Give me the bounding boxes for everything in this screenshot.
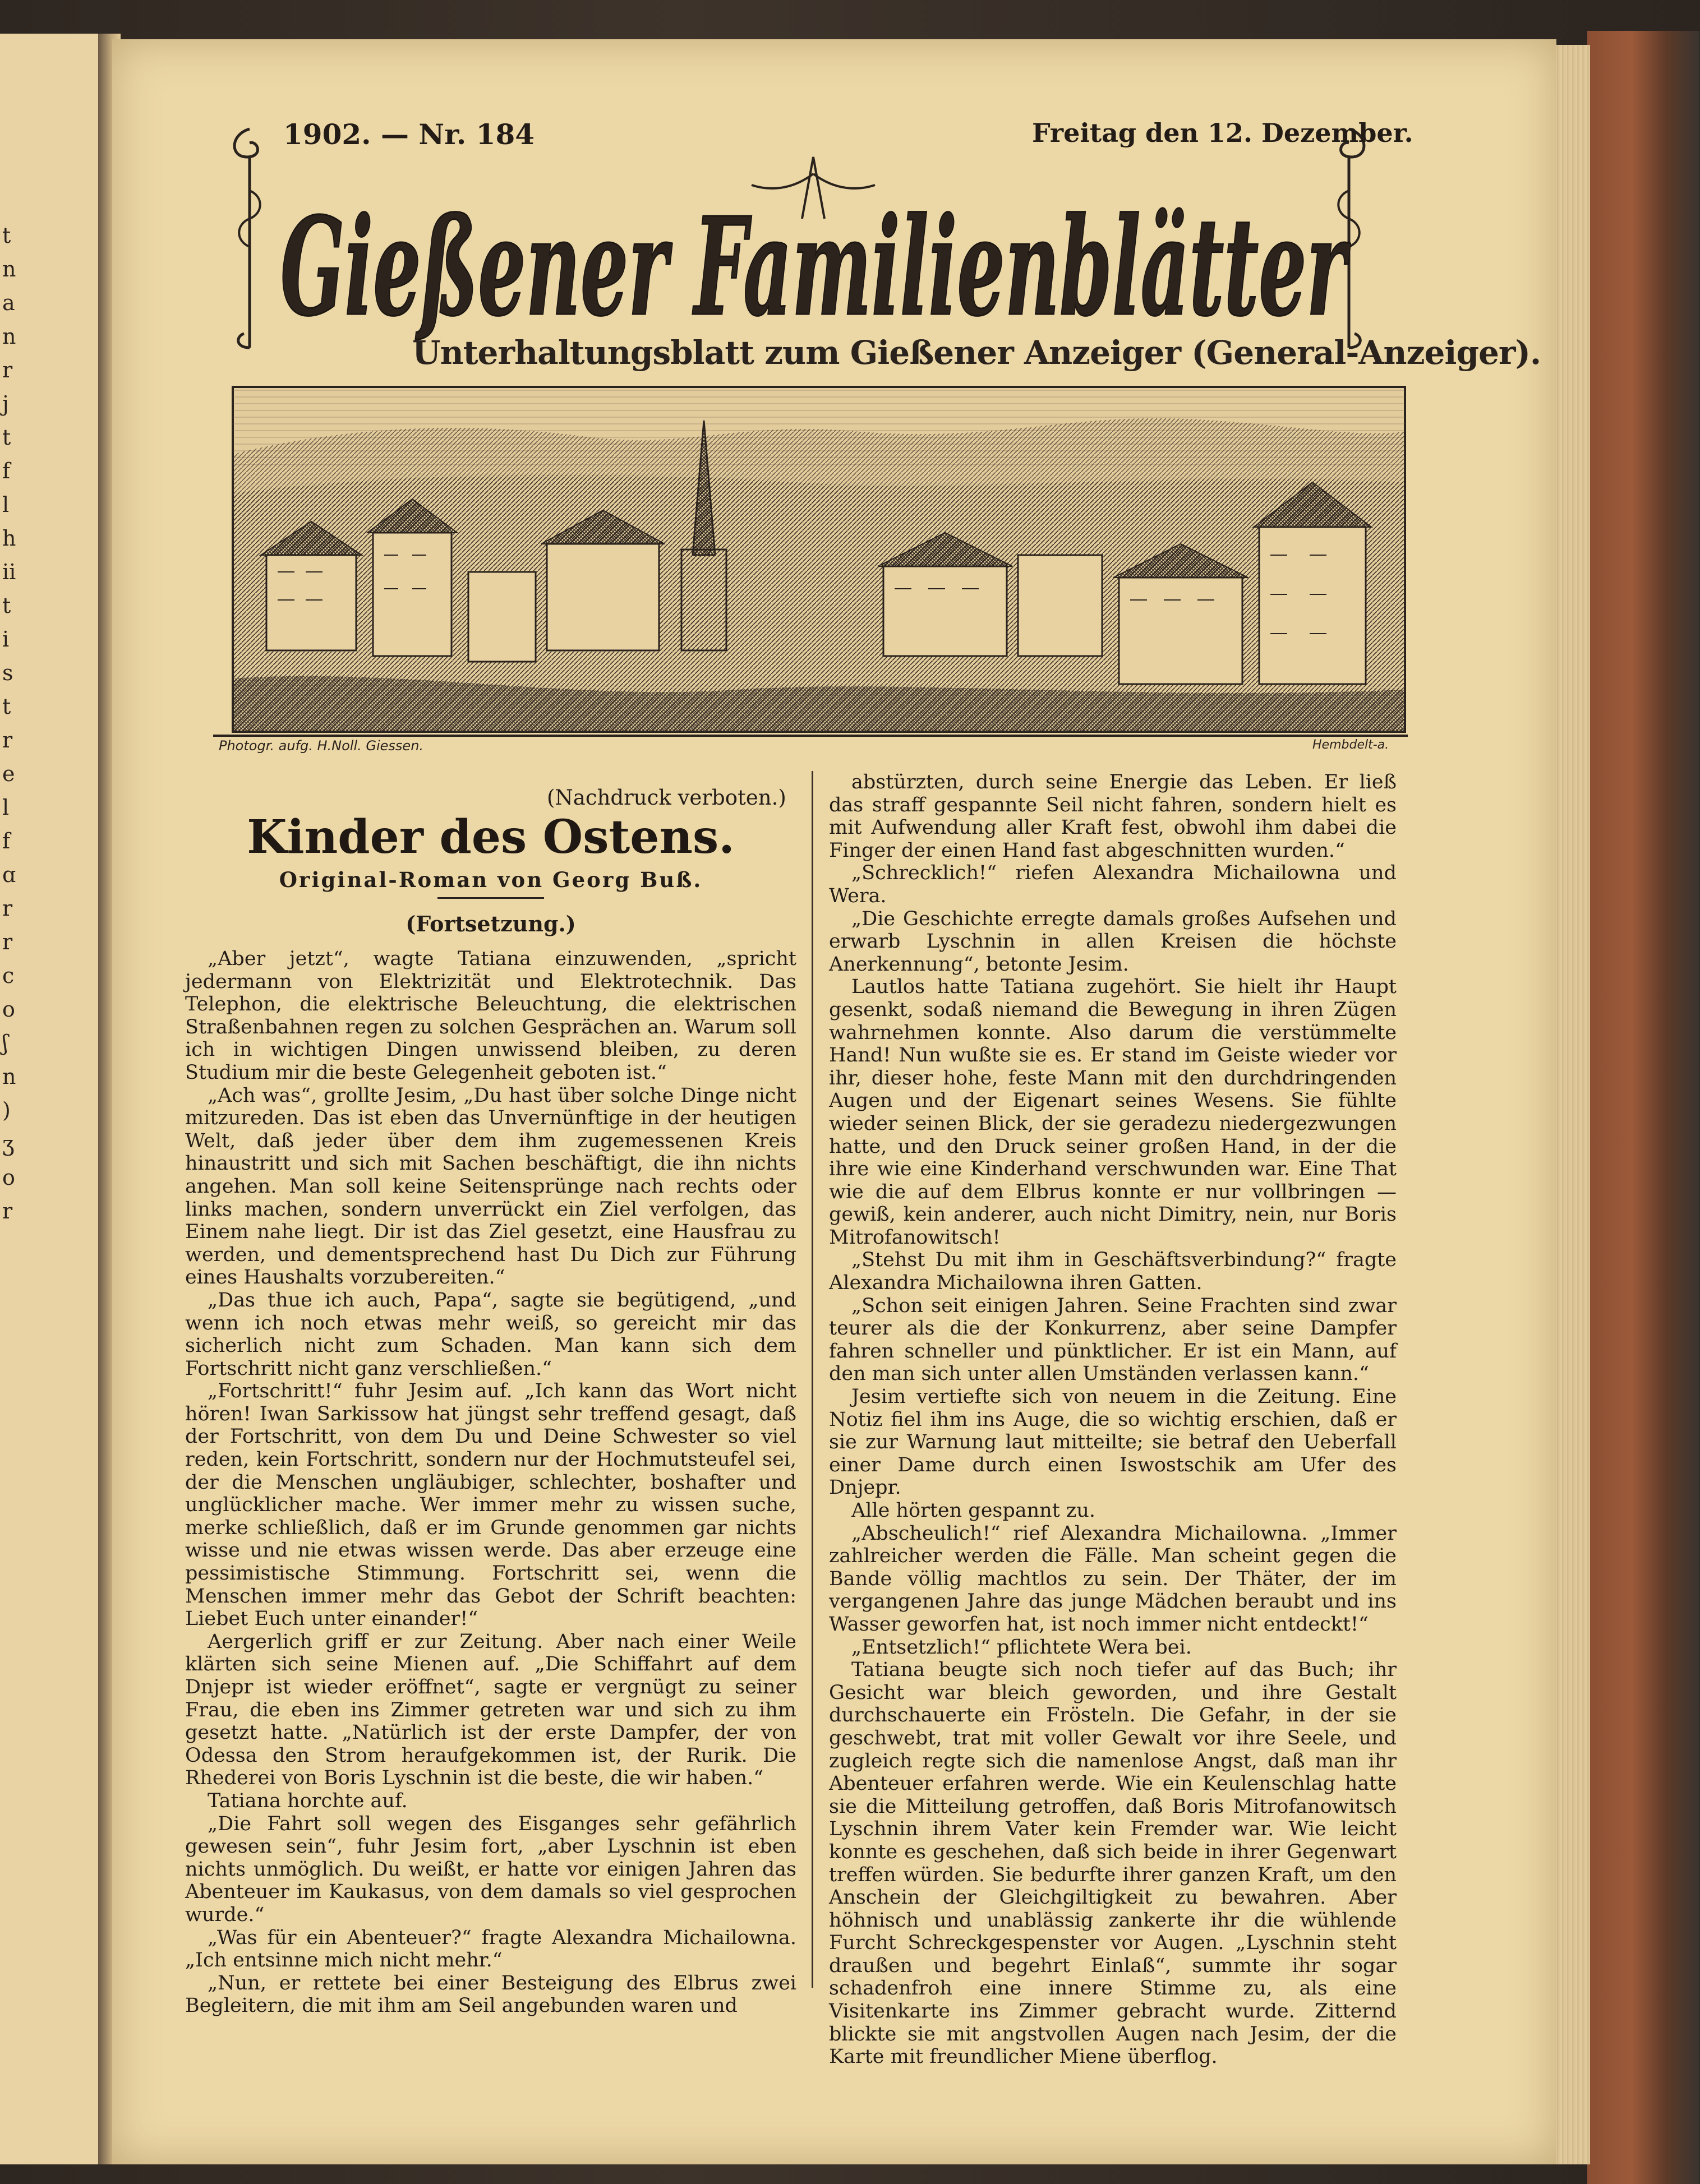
page-fragment: r xyxy=(2,1199,13,1223)
page-fragment: h xyxy=(2,526,16,551)
paragraph: „Schon seit einigen Jahren. Seine Frachten sind zwar teurer als die der Konkurrenz, aber seine Dampfer fahren schneller und pünktlicher. Er ist ein Mann, auf den man sich unter allen Umständen verlassen kann.“ xyxy=(829,1294,1397,1386)
text-column-1 xyxy=(185,948,796,2017)
paragraph: „Die Fahrt soll wegen des Eisganges sehr gefährlich gewesen sein“, fuhr Jesim fort, „aber Lyschnin ist eben nichts unmöglich. Du weißt, er hatte vor einigen Jahren das Abenteuer im Kaukasus, von dem damals so viel gesprochen wurde.“ xyxy=(185,1812,796,1926)
paragraph: Aergerlich griff er zur Zeitung. Aber nach einer Weile klärten sich seine Mienen auf. „Die Schiffahrt auf dem Dnjepr ist wieder eröffnet“, sagte er vergnügt zu seiner Frau, die eben ins Zimmer getreten war und sich zu ihm gesetzt hatte. „Natürlich ist der erste Dampfer, der von Odessa den Strom heraufgekommen ist, der Rurik. Die Rhederei von Boris Lyschnin ist die beste, die wir haben.“ xyxy=(185,1630,796,1790)
page-fragment: f xyxy=(2,459,11,483)
page-fragment: o xyxy=(2,997,15,1022)
engraving-baseline xyxy=(213,735,1408,737)
paragraph: Tatiana beugte sich noch tiefer auf das Buch; ihr Gesicht war bleich geworden, und ihre Gestalt durchschauerte ein Frösteln. Die Gefahr, in der sie geschwebt, trat mit voller Gewalt vor ihre Seele, und zugleich regte sich die namenlose Angst, daß man ihr Abenteuer erfahren werde. Wie ein Keulenschlag hatte sie die Mitteilung getroffen, daß Boris Mitrofanowitsch Lyschnin ihrem Vater kein Fremder war. Wie leicht konnte es geschehen, daß sich beide in ihrer Gegenwart treffen würden. Sie bedurfte ihrer ganzen Kraft, um den Anschein der Gleichgiltigkeit zu bewahren. Aber höhnisch und unablässig zankerte ihr die wühlende Furcht Schreckgespenster vor Augen. „Lyschnin steht draußen und begehrt Einlaß“, summte ihr sogar schadenfroh eine innere Stimme zu, als eine Visitenkarte ins Zimmer gebracht wurde. Zitternd blickte sie mit angstvollen Augen nach Jesim, der die Karte mit freundlicher Miene überflog. xyxy=(829,1659,1397,2068)
photo-credit: Photogr. aufg. H.Noll. Giessen. xyxy=(219,738,424,754)
paragraph: „Ach was“, grollte Jesim, „Du hast über solche Dinge nicht mitzureden. Das ist eben das Unvernünftige in der heutigen Welt, daß jeder über dem ihm zugemessenen Kreis hinaustritt und sich mit Sachen beschäftigt, die ihn nichts angehen. Man soll keine Seitensprünge nach rechts oder links machen, sondern unverrückt ein Ziel verfolgen, das Einem nahe liegt. Dir ist das Ziel gesetzt, eine Hausfrau zu werden, und dementsprechend hast Du Dich zur Führung eines Haushalts vorzubereiten.“ xyxy=(185,1084,796,1289)
paragraph: „Abscheulich!“ rief Alexandra Michailowna. „Immer zahlreicher werden die Fälle. Man scheint gegen die Bande völlig machtlos zu sein. Der Thäter, der im vergangenen Jahre das junge Mädchen beraubt und ins Wasser geworfen hat, ist noch immer nicht entdeckt!“ xyxy=(829,1522,1397,1636)
page-fragment: ɑ xyxy=(2,862,16,887)
text-column-2 xyxy=(829,771,1397,2068)
page-fragment: r xyxy=(2,930,13,954)
paragraph: „Was für ein Abenteuer?“ fragte Alexandra Michailowna. „Ich entsinne mich nicht mehr.“ xyxy=(185,1926,796,1972)
page-fragment: j xyxy=(2,391,9,416)
previous-page-edge xyxy=(0,34,98,2164)
page-fragment: ) xyxy=(2,1098,11,1123)
page-fragment: c xyxy=(2,963,15,988)
page-fragment: ʒ xyxy=(2,1132,15,1156)
page-fragment: t xyxy=(2,694,11,719)
paragraph: „Das thue ich auch, Papa“, sagte sie begütigend, „und wenn ich noch etwas mehr weiß, so gereicht mir das sicherlich nicht zum Schaden. Man kann sich dem Fortschritt nicht ganz verschließen.“ xyxy=(185,1289,796,1380)
town-engraving xyxy=(233,387,1405,732)
page-fragment: r xyxy=(2,358,13,382)
page-fragment: n xyxy=(2,257,16,281)
masthead-title-text: Gießener Familienblätter xyxy=(280,188,1351,346)
page-fragment: ʃ xyxy=(2,1031,8,1055)
article-byline: Original-Roman von Georg Buß. xyxy=(279,867,703,892)
paragraph: Tatiana horchte auf. xyxy=(208,1789,408,1812)
article-title: Kinder des Ostens. xyxy=(247,810,735,864)
issue-number: 1902. — Nr. 184 xyxy=(283,118,535,151)
previous-page-fragments xyxy=(2,219,19,1228)
page-fragment: o xyxy=(2,1165,15,1190)
issue-date: Freitag den 12. Dezember. xyxy=(1032,118,1413,148)
masthead-subtitle: Unterhaltungsblatt zum Gießener Anzeiger (General-Anzeiger). xyxy=(412,334,1541,372)
page-fragment: s xyxy=(2,661,13,685)
engraver-credit: Hembdelt-a. xyxy=(1312,738,1389,752)
paragraph: Lautlos hatte Tatiana zugehört. Sie hielt ihr Haupt gesenkt, sodaß niemand die Bewegung in ihren Zügen wahrnehmen konnte. Also darum die verstümmelte Hand! Nun wußte sie es. Er stand im Geiste wieder vor ihr, dieser hohe, feste Mann mit den durchdringenden Augen und der Eigenart seines Wesens. Sie fühlte wieder seinen Blick, der sie geradezu niedergezwungen hatte, und den Druck seiner großen Hand, in der die ihre wie eine Kinderhand verschwunden war. Eine That wie die auf dem Elbrus konnte er nur vollbringen — gewiß, kein anderer, auch nicht Dimitry, nein, nur Boris Mitrofanowitsch! xyxy=(829,976,1397,1249)
page-fragment: f xyxy=(2,829,11,853)
paragraph: Jesim vertiefte sich von neuem in die Zeitung. Eine Notiz fiel ihm ins Auge, die so wichtig erschien, daß er sie zur Warnung laut mitteilte; sie betraf den Ueberfall einer Dame durch einen Iswostschik am Ufer des Dnjepr. xyxy=(829,1386,1397,1499)
page-fragment: t xyxy=(2,223,11,248)
paragraph: abstürzten, durch seine Energie das Leben. Er ließ das straff gespannte Seil nicht fahren, sondern hielt es mit Aufwendung aller Kraft fest, obwohl ihm dabei die Finger der einen Hand fast abgeschnitten wurden.“ xyxy=(829,771,1397,862)
paragraph: „Fortschritt!“ fuhr Jesim auf. „Ich kann das Wort nicht hören! Iwan Sarkissow hat jüngst sehr treffend gesagt, daß der Fortschritt, von dem Du und Deine Schwester so viel reden, kein Fortschritt, sondern nur der Hochmutsteufel sei, der die Menschen ungläubiger, schlechter, boshafter und unglücklicher mache. Wer immer mehr zu wissen suche, merke schließlich, daß er im Grunde genommen gar nichts wisse und nie etwas wissen werde. Das aber erzeuge eine pessimistische Stimmung. Fortschritt sei, wenn die Menschen immer mehr das Gebot der Schrift beachten: Liebet Euch unter einander!“ xyxy=(185,1380,796,1631)
paragraph: „Entsetzlich!“ pflichtete Wera bei. xyxy=(851,1636,1192,1659)
page-fragment: e xyxy=(2,761,15,786)
page-fragment: l xyxy=(2,795,10,820)
page-fragment: n xyxy=(2,1064,16,1089)
byline-rule xyxy=(437,897,544,899)
paragraph: „Schrecklich!“ riefen Alexandra Michailowna und Wera. xyxy=(829,862,1397,907)
paragraph: „Stehst Du mit ihm in Geschäftsverbindung?“ fragte Alexandra Michailowna ihren Gatten. xyxy=(829,1249,1397,1295)
paragraph: „Die Geschichte erregte damals großes Aufsehen und erwarb Lyschnin in allen Kreisen die höchste Anerkennung“, betonte Jesim. xyxy=(829,907,1397,976)
page-fragment: a xyxy=(2,290,15,315)
page-fragment: r xyxy=(2,728,13,752)
paragraph: „Nun, er rettete bei einer Besteigung des Elbrus zwei Begleitern, die mit ihm am Seil angebunden waren und xyxy=(185,1971,796,2017)
page-fragment: n xyxy=(2,324,16,349)
continuation-label: (Fortsetzung.) xyxy=(406,911,576,936)
page-fragment: ii xyxy=(2,560,16,584)
column-rule xyxy=(812,771,813,1988)
page-fragment: l xyxy=(2,492,10,517)
page-fragment: t xyxy=(2,425,11,450)
reprint-notice: (Nachdruck verboten.) xyxy=(547,786,786,810)
paragraph: „Aber jetzt“, wagte Tatiana einzuwenden, „spricht jedermann von Elektrizität und Elektrotechnik. Das Telephon, die elektrische Beleuchtung, die elektrischen Straßenbahnen regen zu solchen Gesprächen an. Warum soll ich in wichtigen Dingen unwissend bleiben, zu deren Studium mir die beste Gelegenheit geboten ist.“ xyxy=(185,948,796,1084)
page-fragment: i xyxy=(2,627,10,652)
book-cover-edge xyxy=(1587,31,1699,2184)
page-fragment: r xyxy=(2,896,13,921)
paragraph: Alle hörten gespannt zu. xyxy=(851,1499,1096,1522)
page-fragment: t xyxy=(2,593,11,618)
masthead-title xyxy=(264,151,1363,364)
